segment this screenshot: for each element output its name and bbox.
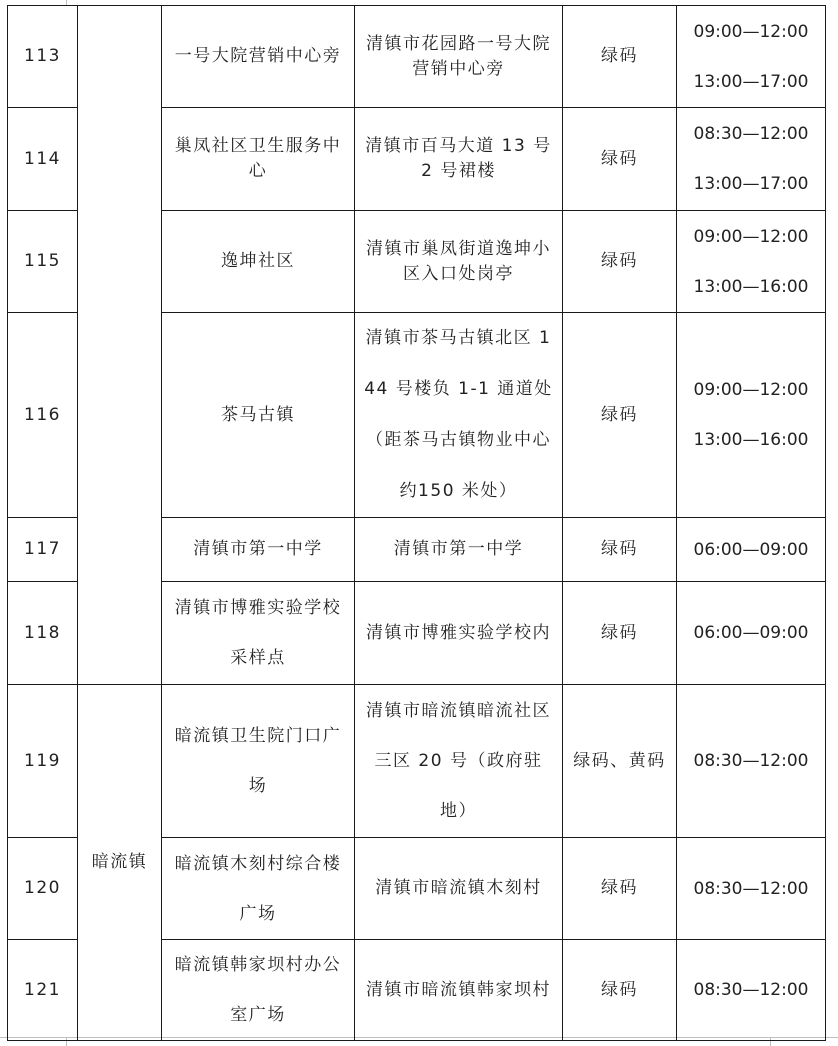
site-name: 巢凤社区卫生服务中心 <box>162 108 355 211</box>
site-name: 清镇市第一中学 <box>162 518 355 582</box>
health-code: 绿码 <box>563 108 677 211</box>
row-number: 116 <box>8 313 78 518</box>
hours-line: 08:30—12:00 <box>693 878 809 899</box>
hours-line: 08:30—12:00 <box>693 124 809 144</box>
hours-line: 13:00—16:00 <box>693 276 809 297</box>
hours-line: 13:00—17:00 <box>693 174 809 194</box>
sampling-sites-table <box>7 5 826 1041</box>
hours-line: 06:00—09:00 <box>693 623 809 643</box>
row-number: 120 <box>8 838 78 940</box>
health-code: 绿码、黄码 <box>563 685 677 838</box>
site-address: 清镇市巢凤街道逸坤小区入口处岗亭 <box>355 211 563 313</box>
row-number: 113 <box>8 6 78 108</box>
hours-line: 13:00—16:00 <box>693 430 809 450</box>
site-address: 清镇市第一中学 <box>355 518 563 582</box>
hours-line: 09:00—12:00 <box>693 226 809 247</box>
site-address: 清镇市暗流镇韩家坝村 <box>355 940 563 1041</box>
opening-hours <box>677 6 826 108</box>
site-address: 清镇市百马大道 13 号 2 号裙楼 <box>355 108 563 211</box>
site-name: 暗流镇木刻村综合楼广场 <box>162 838 355 940</box>
opening-hours <box>677 108 826 211</box>
opening-hours <box>677 313 826 518</box>
hours-line: 13:00—17:00 <box>693 71 809 92</box>
site-address: 清镇市茶马古镇北区 144 号楼负 1-1 通道处（距茶马古镇物业中心约150 米处） <box>355 313 563 518</box>
hours-line: 09:00—12:00 <box>693 380 809 400</box>
site-name: 逸坤社区 <box>162 211 355 313</box>
site-address: 清镇市花园路一号大院营销中心旁 <box>355 6 563 108</box>
health-code: 绿码 <box>563 582 677 685</box>
hours-line: 06:00—09:00 <box>693 539 809 560</box>
site-address: 清镇市暗流镇暗流社区三区 20 号（政府驻地） <box>355 685 563 838</box>
row-number: 115 <box>8 211 78 313</box>
town-name: 暗流镇 <box>78 685 162 1041</box>
row-number: 121 <box>8 940 78 1041</box>
site-name: 暗流镇卫生院门口广场 <box>162 685 355 838</box>
health-code: 绿码 <box>563 518 677 582</box>
health-code: 绿码 <box>563 313 677 518</box>
opening-hours <box>677 685 826 838</box>
opening-hours <box>677 518 826 582</box>
town-cell-empty <box>78 6 162 685</box>
site-address: 清镇市博雅实验学校内 <box>355 582 563 685</box>
hours-line: 08:30—12:00 <box>693 980 809 1000</box>
opening-hours <box>677 940 826 1041</box>
opening-hours <box>677 838 826 940</box>
health-code: 绿码 <box>563 838 677 940</box>
site-name: 清镇市博雅实验学校采样点 <box>162 582 355 685</box>
health-code: 绿码 <box>563 940 677 1041</box>
table-row <box>8 685 826 838</box>
row-number: 114 <box>8 108 78 211</box>
site-name: 暗流镇韩家坝村办公室广场 <box>162 940 355 1041</box>
row-number: 117 <box>8 518 78 582</box>
site-name: 茶马古镇 <box>162 313 355 518</box>
row-number: 118 <box>8 582 78 685</box>
opening-hours <box>677 582 826 685</box>
opening-hours <box>677 211 826 313</box>
site-address: 清镇市暗流镇木刻村 <box>355 838 563 940</box>
table-row <box>8 6 826 108</box>
row-number: 119 <box>8 685 78 838</box>
site-name: 一号大院营销中心旁 <box>162 6 355 108</box>
health-code: 绿码 <box>563 6 677 108</box>
hours-line: 09:00—12:00 <box>693 21 809 42</box>
health-code: 绿码 <box>563 211 677 313</box>
hours-line: 08:30—12:00 <box>693 751 809 771</box>
